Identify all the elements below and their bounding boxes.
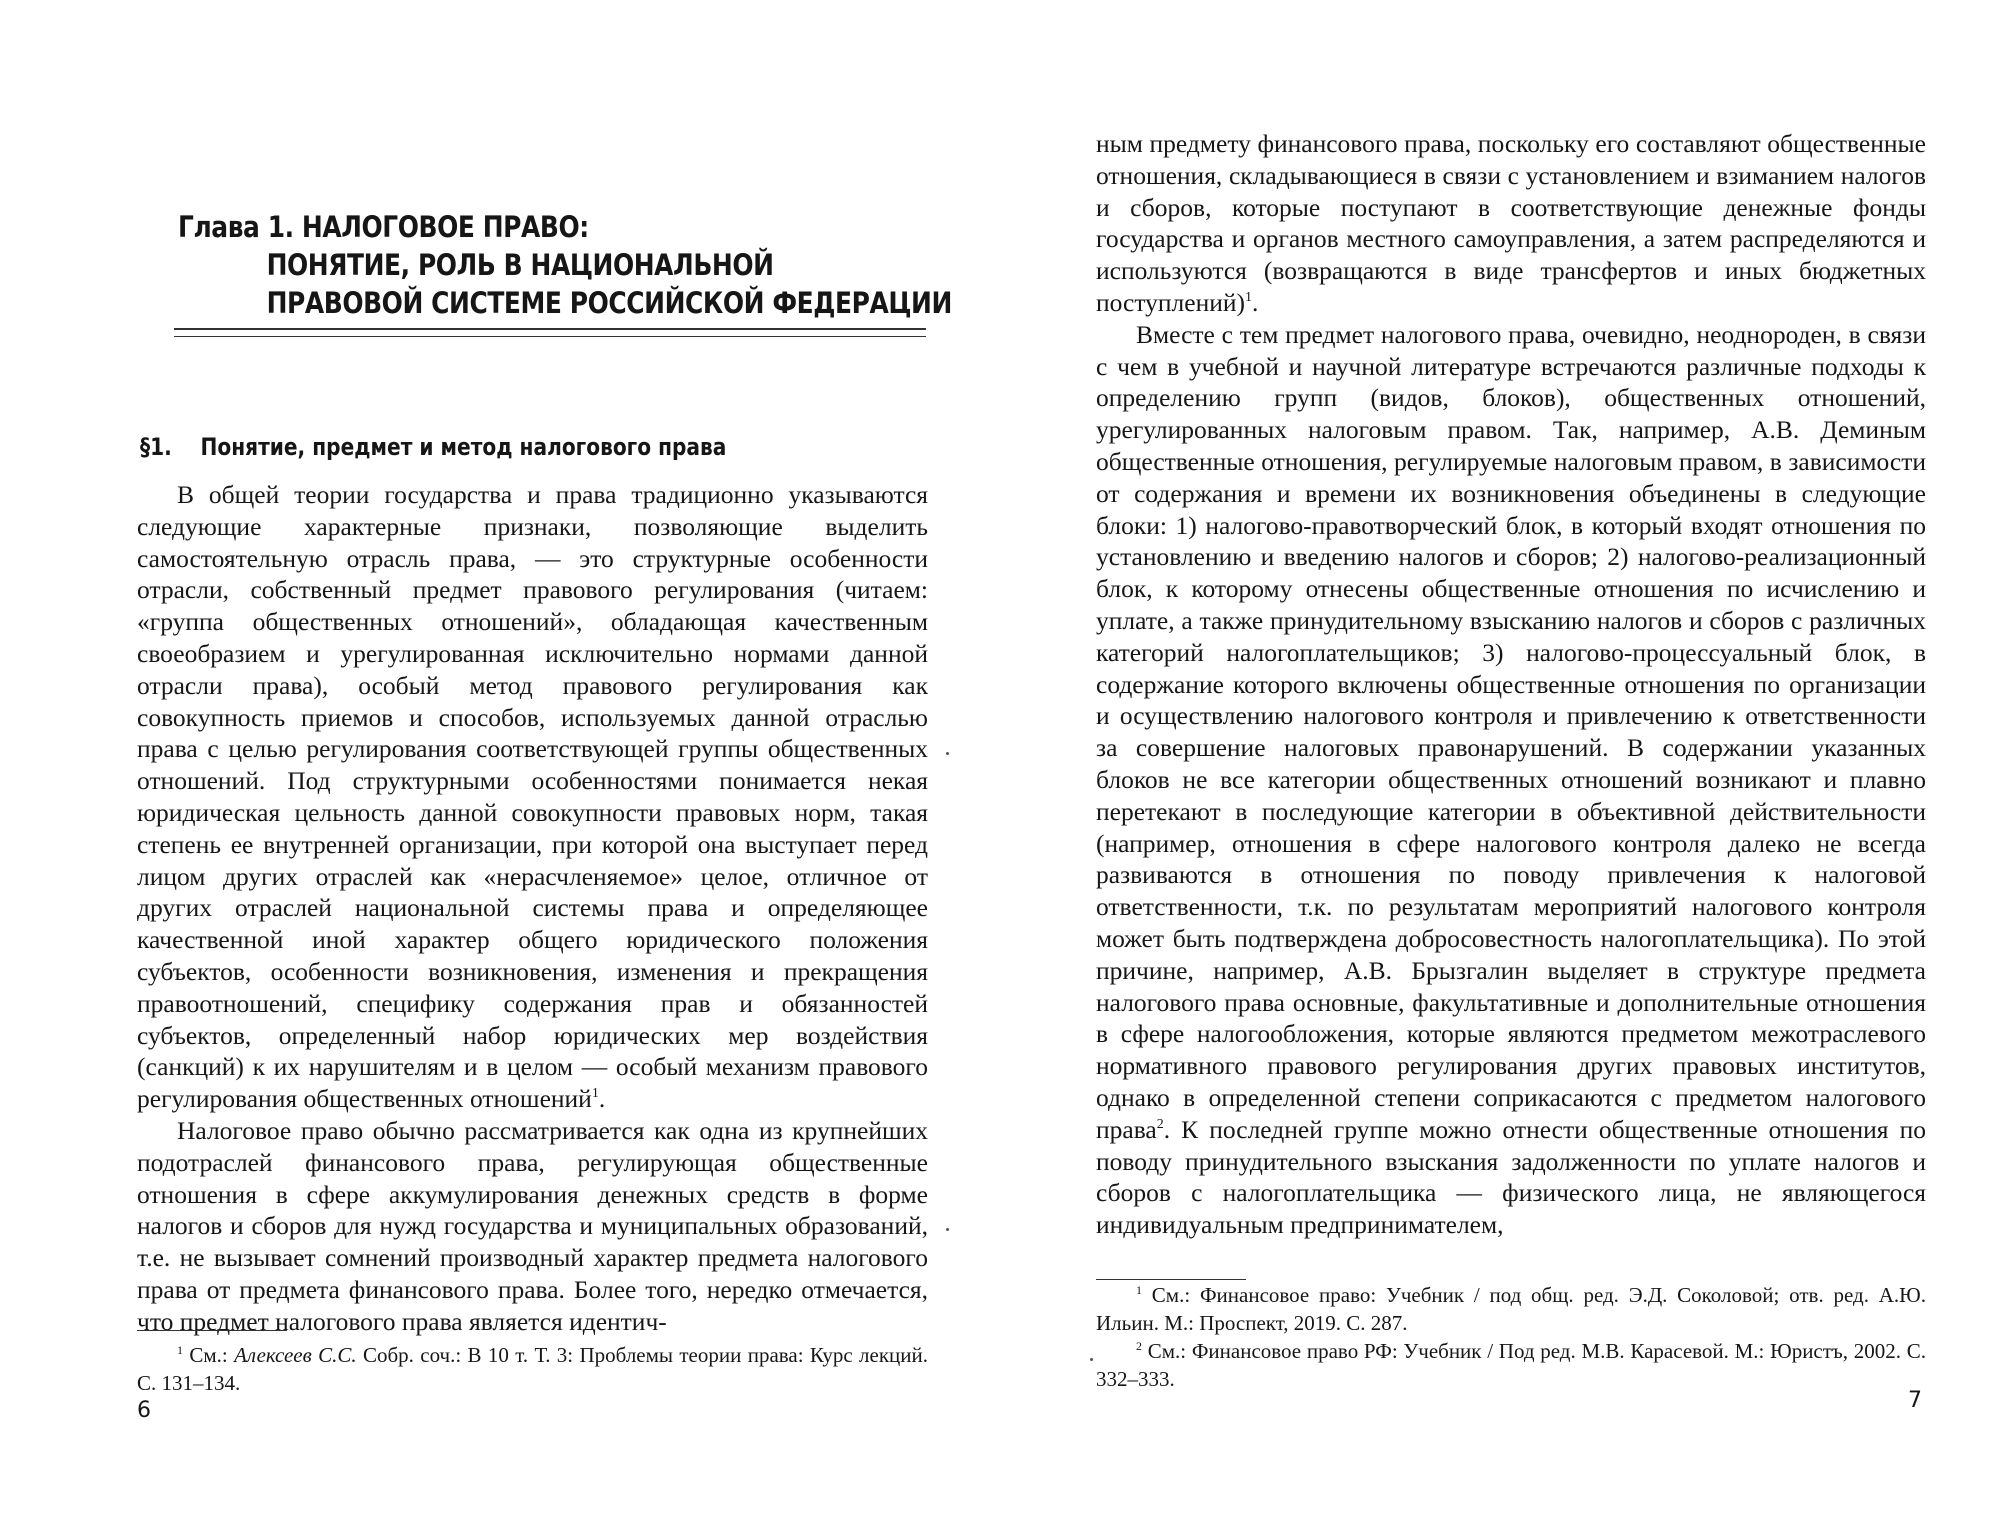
footnote <box>1096 1337 1926 1393</box>
section-number: §1. <box>140 433 172 461</box>
footnote-prefix: См.: <box>183 1343 235 1367</box>
page-number: 6 <box>137 1398 151 1423</box>
left-footnotes <box>137 1341 928 1397</box>
footnote-ref: 1 <box>591 1086 599 1102</box>
section-heading <box>140 432 726 462</box>
footnote-number: 2 <box>1136 1339 1142 1353</box>
paragraph-tail: . <box>598 1084 606 1114</box>
paragraph <box>1096 128 1926 319</box>
paragraph-text: Налоговое право обычно рассматривается как одна из крупнейших подотраслей финансового права, регулирующая общественные отношения в сфере аккумулирования денежных средств в форме налогов и сборов для нужд государства и муниципальных образований, т.е. не вызывает сомнений производный характер предмета налогового права от предмета финансового права. Более того, нередко отмечается, что предмет налогового права является идентич- <box>137 1115 928 1336</box>
footnote-ref: 2 <box>1156 1116 1164 1132</box>
chapter-heading-line-3: ПРАВОВОЙ СИСТЕМЕ РОССИЙСКОЙ ФЕДЕРАЦИИ <box>266 286 952 320</box>
paragraph-text: В общей теории государства и права традиционно указываются следующие характерные признаки, позволяющие выделить самостоятельную отрасль права, — это структурные особенности отрасли, собственный предмет правового регулирования (читаем: «группа общественных отношений», обладающая качественным своеобразием и урегулированная исключительно нормами данной отрасли права), особый метод правового регулирования как совокупность приемов и способов, используемых данной отраслью права с целью регулирования соответствующей группы общественных отношений. Под структурными особенностями понимается некая юридическая цельность данной совокупности правовых норм, такая степень ее внутренней организации, при которой она выступает перед лицом других отраслей как «нерасчленяемое» целое, отличное от других отраслей национальной системы права и определяющее качественной иной характер общего юридического положения субъектов, особенности возникновения, изменения и прекращения правоотношений, специфику содержания прав и обязанностей субъектов, определенный набор юридических мер воздействия (санкций) к их нарушителям и в целом — особый механизм правового регулирования общественных отношений <box>137 480 928 1114</box>
footnote-separator <box>137 1330 287 1331</box>
footnote-separator <box>1096 1279 1246 1280</box>
footnote-text: См.: Финансовое право: Учебник / под общ. ред. Э.Д. Соколовой; отв. ред. А.Ю. Ильин. М.: Проспект, 2019. С. 287. <box>1096 1283 1926 1335</box>
print-speck <box>1090 1358 1093 1361</box>
chapter-double-rule <box>174 328 926 337</box>
paragraph-text: ным предмету финансового права, поскольку его составляют общественные отношения, складывающиеся в связи с установлением и взиманием налогов и сборов, которые поступают в соответствующие денежные фонды государства и органов местного самоуправления, а затем распределяются и используются (возвращаются в виде трансфертов и иных бюджетных поступлений) <box>1096 129 1926 317</box>
footnote-number: 1 <box>1136 1283 1142 1297</box>
footnote-text: См.: Финансовое право РФ: Учебник / Под ред. М.В. Карасевой. М.: Юристъ, 2002. С. 332–333. <box>1096 1339 1926 1391</box>
footnote-author: Алексеев С.С. <box>234 1343 357 1367</box>
right-footnotes <box>1096 1281 1926 1393</box>
footnote-ref: 1 <box>1245 289 1253 305</box>
paragraph <box>1096 319 1926 1241</box>
right-body-text <box>1096 128 1926 1241</box>
chapter-heading-line-2: ПОНЯТИЕ, РОЛЬ В НАЦИОНАЛЬНОЙ <box>266 248 774 282</box>
print-speck <box>946 1228 949 1231</box>
paragraph-tail: . <box>1252 287 1259 317</box>
print-speck <box>946 752 949 755</box>
footnote-number: 1 <box>177 1343 183 1357</box>
footnote <box>137 1341 928 1397</box>
section-title: Понятие, предмет и метод налогового права <box>200 433 727 461</box>
paragraph-text: Вместе с тем предмет налогового права, очевидно, неоднороден, в связи с чем в учебной и научной литературе встречаются различные подходы к определению групп (видов, блоков), общественных отношений, урегулированных налоговым правом. Так, например, А.В. Деминым общественные отношения, регулируемые налоговым правом, в зависимости от содержания и времени их возникновения объединены в следующие блоки: 1) налогово-правотворческий блок, в который входят отношения по установлению и введению налогов и сборов; 2) налогово-реализационный блок, к которому отнесены общественные отношения по исчислению и уплате, а также принудительному взысканию налогов и сборов с различных категорий налогоплательщиков; 3) налогово-процессуальный блок, в содержание которого включены общественные отношения по организации и осуществлению налогового контроля и привлечению к ответственности за совершение налоговых правонарушений. В содержании указанных блоков не все категории общественных отношений возникают и плавно перетекают в последующие категории в объективной действительности (например, отношения в сфере налогового контроля далеко не всегда развиваются в отношения по поводу привлечения к налоговой ответственности, т.к. по результатам мероприятий налогового контроля может быть подтверждена добросовестность налогоплательщика). По этой причине, например, А.В. Брызгалин выделяет в структуре предмета налогового права основные, факультативные и дополнительные отношения в сфере налогообложения, которые являются предметом межотраслевого нормативного правового регулирования других правовых институтов, однако в определенной степени соприкасаются с предметом налогового права <box>1096 319 1926 1144</box>
footnote-text: Собр. соч.: В 10 т. Т. 3: Проблемы теории права: Курс лекций. С. 131–134. <box>137 1343 928 1395</box>
paragraph <box>137 479 928 1115</box>
right-page <box>1000 0 2000 1517</box>
chapter-heading-line-1: Глава 1. НАЛОГОВОЕ ПРАВО: <box>178 210 589 244</box>
left-body-text <box>137 479 928 1338</box>
paragraph-tail: . К последней группе можно отнести общественные отношения по поводу принудительного взыскания задолженности по уплате налогов и сборов с налогоплательщика — физического лица, не являющегося индивидуальным предпринимателем, <box>1096 1114 1926 1240</box>
footnote <box>1096 1281 1926 1337</box>
page-number: 7 <box>1908 1388 1922 1413</box>
chapter-heading <box>178 208 952 322</box>
paragraph <box>137 1115 928 1338</box>
